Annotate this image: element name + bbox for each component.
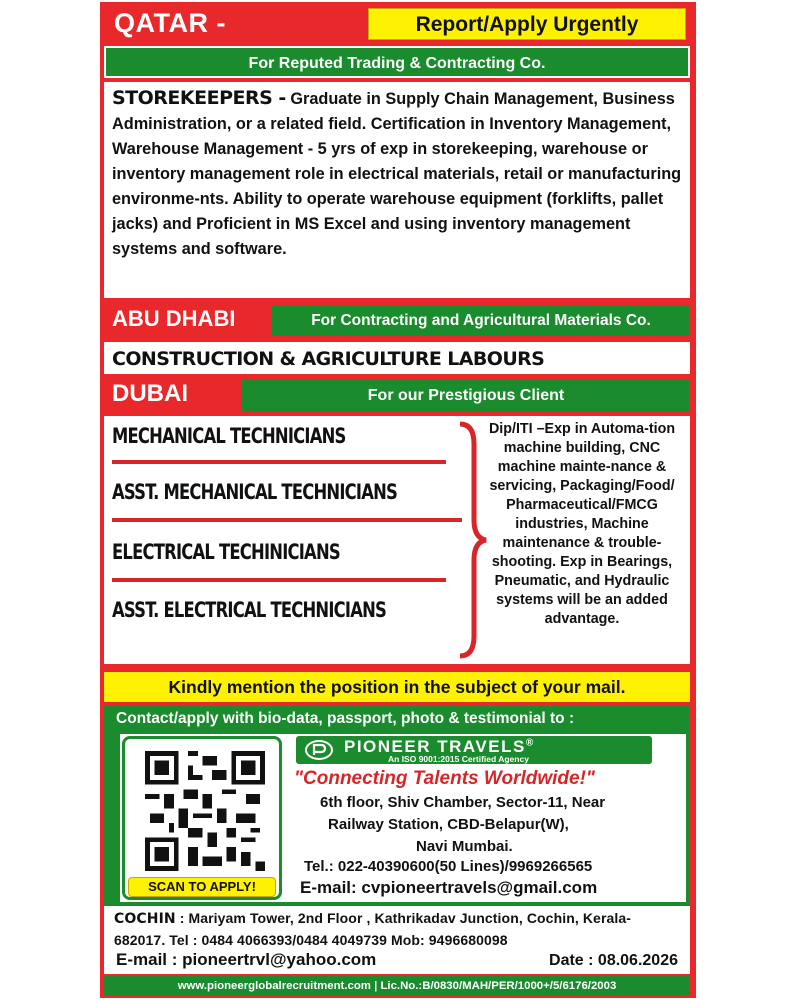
cochin-label: COCHIN — [114, 911, 176, 927]
contact-card — [120, 734, 686, 902]
company-phone: Tel.: 022-40390600(50 Lines)/9969266565 — [304, 858, 593, 875]
contact-section — [104, 706, 690, 906]
qatar-title: QATAR - — [114, 8, 226, 38]
dubai-title: DUBAI — [112, 380, 188, 407]
position-asst-mechanical-technicians: ASST. MECHANICAL TECHNICIANS — [112, 480, 398, 504]
divider — [112, 518, 462, 522]
abu-dhabi-title: ABU DHABI — [112, 306, 236, 331]
company-logo-icon — [304, 739, 334, 761]
storekeeper-title: STOREKEEPERS - — [112, 87, 286, 109]
company-email[interactable]: E-mail: cvpioneertravels@gmail.com — [300, 878, 598, 897]
position-asst-electrical-technicians: ASST. ELECTRICAL TECHNICIANS — [112, 598, 387, 622]
dubai-requirements: Dip/ITI –Exp in Automa-tion machine building, CNC machine mainte-nance & servicing, Packaging/Food/ Pharmaceutical/FMCG industries, Machine maintenance & trouble-shooting. Exp in Bearings, Pneumatic, and Hydraulic systems will be an added advantage. — [488, 421, 676, 627]
qatar-client-bar: For Reputed Trading & Contracting Co. — [104, 46, 690, 78]
labour-position: CONSTRUCTION & AGRICULTURE LABOURS — [112, 348, 545, 370]
company-address — [320, 792, 605, 858]
cochin-email[interactable]: E-mail : pioneertrvl@yahoo.com — [116, 950, 377, 969]
company-certification: An ISO 9001:2015 Certified Agency — [388, 754, 529, 764]
abu-dhabi-job-box — [104, 342, 690, 374]
address-line: 6th floor, Shiv Chamber, Sector-11, Near — [320, 794, 606, 811]
qatar-job-box — [104, 82, 690, 298]
address-line: Railway Station, CBD-Belapur(W), — [328, 816, 569, 833]
contact-heading: Contact/apply with bio-data, passport, photo & testimonial to : — [116, 710, 575, 727]
position-electrical-technicians: ELECTRICAL TECHINICIANS — [112, 540, 340, 564]
cochin-branch — [104, 906, 690, 974]
subject-notice: Kindly mention the position in the subject of your mail. — [104, 672, 690, 702]
urgent-badge: Report/Apply Urgently — [368, 8, 686, 40]
company-slogan: "Connecting Talents Worldwide!" — [294, 768, 595, 789]
divider — [112, 578, 446, 582]
footer-website-license[interactable]: www.pioneerglobalrecruitment.com | Lic.No.:B/0830/MAH/PER/1000+/5/6176/2003 — [104, 976, 690, 996]
qatar-header — [104, 6, 692, 42]
dubai-job-box — [104, 416, 690, 664]
dubai-client-bar: For our Prestigious Client — [242, 380, 690, 412]
company-banner — [296, 736, 652, 764]
qr-code-icon[interactable] — [145, 751, 265, 871]
storekeeper-text: Graduate in Supply Chain Management, Business Administration, or a related field. Certification in Inventory Management, Warehouse Management - 5 yrs of exp in storekeeping, warehouse or inventory management role in electrical materials, retail or manufacturing environme-nts. Ability to operate warehouse equipment (forklifts, pallet jacks) and Proficient in MS Excel and using inventory management systems and software. — [112, 90, 682, 258]
divider — [112, 460, 446, 464]
position-mechanical-technicians: MECHANICAL TECHNICIANS — [112, 424, 346, 448]
company-name: PIONEER TRAVELS® — [344, 737, 535, 756]
address-line: Navi Mumbai. — [416, 838, 513, 855]
qr-panel[interactable] — [122, 736, 282, 900]
cochin-address: COCHIN : Mariyam Tower, 2nd Floor , Kathrikadav Junction, Cochin, Kerala- 682017. Tel : 0484 4066393/0484 4049739 Mob: 9496680098 — [114, 910, 632, 948]
abu-dhabi-client-bar: For Contracting and Agricultural Materials Co. — [272, 306, 690, 336]
ad-date: Date : 08.06.2026 — [549, 952, 678, 969]
scan-to-apply-label: SCAN TO APPLY! — [128, 877, 276, 897]
storekeeper-description — [112, 86, 682, 262]
